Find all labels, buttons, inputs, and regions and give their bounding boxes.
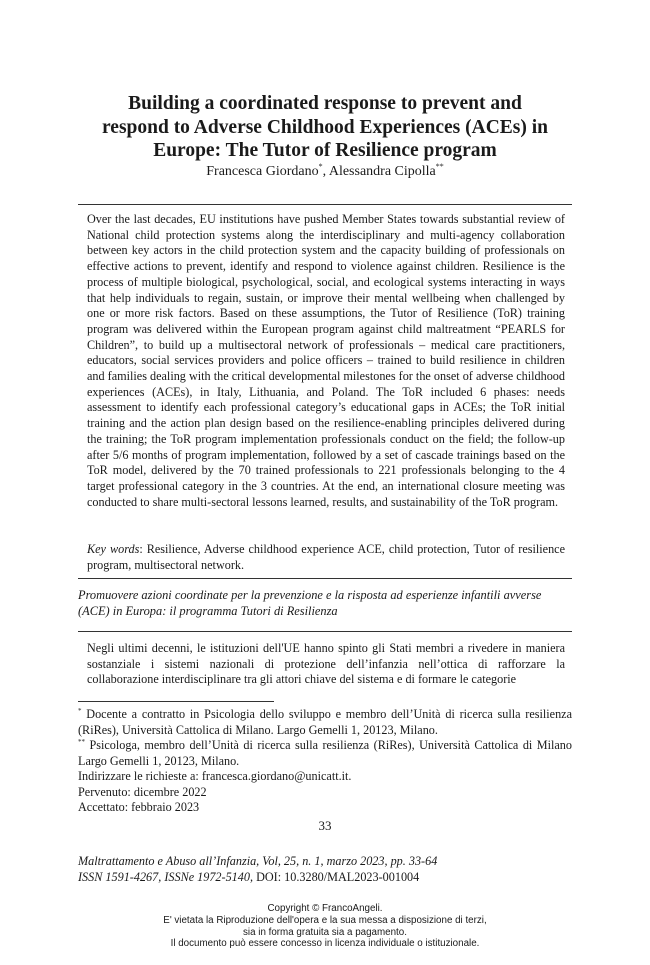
journal-doi: DOI: 10.3280/MAL2023-001004	[253, 869, 420, 884]
contact-line: Indirizzare le richieste a: francesca.giordano@unicatt.it.	[78, 769, 352, 783]
footnote-marker: **	[78, 738, 85, 746]
footnote-1	[78, 707, 572, 738]
journal-info	[78, 854, 598, 885]
footnote-text: Docente a contratto in Psicologia dello sviluppo e membro dell’Unità di ricerca sulla resilienza (RiRes), Università Cattolica di Milano. Largo Gemelli 1, 20123, Milano.	[78, 707, 572, 737]
copyright-line: sia in forma gratuita sia a pagamento.	[243, 926, 407, 938]
journal-ids	[78, 870, 598, 886]
author-separator: ,	[322, 164, 329, 179]
journal-citation	[78, 854, 598, 870]
keywords	[87, 542, 565, 573]
journal-issn: ISSN 1591-4267, ISSNe 1972-5140,	[78, 869, 254, 884]
footnote-2	[78, 738, 572, 769]
footnote-marker: *	[318, 162, 323, 171]
accepted-date: Accettato: febbraio 2023	[78, 800, 200, 814]
footnotes	[78, 707, 572, 816]
footnote-text: Psicologa, membro dell’Unità di ricerca sulla resilienza (RiRes), Università Cattolica di Milano Largo Gemelli 1, 20123, Milano.	[78, 738, 572, 768]
page-number: 33	[318, 818, 332, 833]
author-name: Francesca Giordano	[206, 164, 319, 179]
author-name: Alessandra Cipolla	[328, 164, 436, 179]
title-line: Europe: The Tutor of Resilience program	[153, 140, 497, 161]
abstract-italian: Negli ultimi decenni, le istituzioni dell'UE hanno spinto gli Stati membri a rivedere in maniera sostanziale i sistemi nazionali di protezione dell’infanzia nell’ottica di rafforzare la collaborazione interdisciplinare tra gli attori chiave del sistema e di formare le categorie	[87, 641, 565, 687]
copyright-line: Copyright © FrancoAngeli.	[267, 903, 383, 914]
received-date: Pervenuto: dicembre 2022	[78, 784, 207, 799]
footnote-marker: **	[435, 162, 444, 171]
copyright-line: Il documento può essere concesso in licenza individuale o istituzionale.	[170, 938, 480, 950]
author-line	[60, 163, 590, 180]
abstract-bottom-rule	[78, 578, 572, 579]
keywords-label: Key words	[87, 542, 140, 556]
footnote-rule	[78, 701, 274, 702]
italian-title: Promuovere azioni coordinate per la prevenzione e la risposta ad esperienze infantili avverse (ACE) in Europa: il programma Tutori di Resilienza	[78, 588, 542, 618]
title-line: respond to Adverse Childhood Experiences (ACEs) in	[101, 116, 548, 138]
title-line: Building a coordinated response to prevent and	[128, 93, 522, 114]
article-title	[60, 92, 590, 163]
footnote-marker: *	[78, 707, 82, 715]
copyright-notice	[0, 903, 650, 950]
keywords-text: : Resilience, Adverse childhood experience ACE, child protection, Tutor of resilience program, multisectoral network.	[87, 542, 565, 572]
abstract-english: Over the last decades, EU institutions have pushed Member States towards substantial review of National child protection systems along the interdisciplinary and multi-agency collaboration between key actors in the child protection system and the capacity building of professionals on effective actions to prevent, identify and respond to violence against children. Resilience is the process of multiple biological, psychological, social, and ecological systems interacting in ways that help individuals to regain, sustain, or improve their mental wellbeing when challenged by one or more risk factors. Based on these assumptions, the Tutor of Resilience (ToR) training program was delivered within the European program against child maltreatment “PEARLS for Children”, to build up a multisectoral network of professionals – medical care practitioners, educators, social services providers and police officers – trained to build resilience in children and families dealing with the critical developmental milestones for the onset of adverse childhood experiences (ACEs), in Italy, Lithuania, and Poland. The ToR included 6 phases: needs assessment to identify each professional category’s educational gaps in ACEs; the ToR initial training and the action plan design based on the resilience-enabling principles delivered during the training; the ToR program implementation professionals conduct on the field; the follow-up after 5/6 months of program implementation, followed by a set of cascade trainings based on the ToR model, delivered by the 70 trained professionals to 221 professionals belonging to the 4 target professional category in the 3 countries. At the end, an international closure meeting was conducted to share multi-sectoral lessons learned, results, and sustainability of the ToR program.	[87, 212, 565, 509]
abstract-top-rule	[78, 204, 572, 205]
journal-citation-text: Maltrattamento e Abuso all’Infanzia, Vol, 25, n. 1, marzo 2023, pp. 33-64	[78, 854, 438, 868]
copyright-line: E' vietata la Riproduzione dell'opera e la sua messa a disposizione di terzi,	[163, 914, 487, 926]
italian-abstract-rule	[78, 631, 572, 632]
